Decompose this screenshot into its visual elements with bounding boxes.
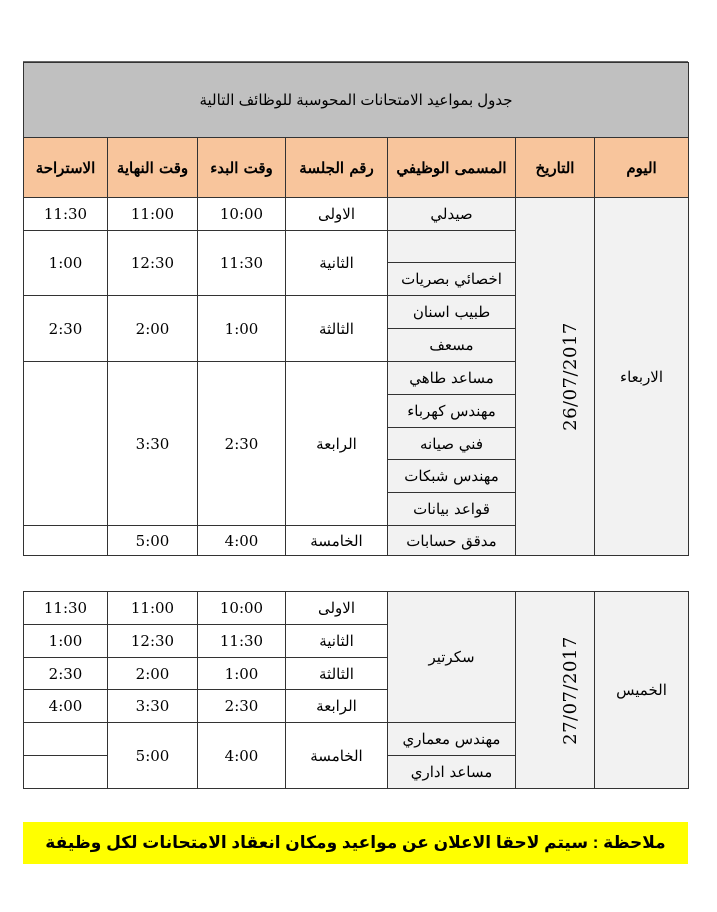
- day-cell: الاربعاء: [595, 198, 689, 556]
- thursday-schedule-table: [23, 591, 689, 789]
- break-cell: 2:30: [24, 658, 108, 690]
- end-time-cell: 5:00: [108, 723, 198, 789]
- header-session: رقم الجلسة: [286, 138, 388, 198]
- break-cell: [24, 723, 108, 756]
- end-time-cell: 12:30: [108, 231, 198, 296]
- date-text: 27/07/2017: [559, 635, 581, 745]
- session-cell: الرابعة: [286, 362, 388, 526]
- end-time-cell: 11:00: [108, 592, 198, 625]
- job-cell: صيدلي: [388, 198, 516, 231]
- session-cell: الاولى: [286, 198, 388, 231]
- job-cell: مهندس معماري: [388, 723, 516, 756]
- job-cell: فني صيانه: [388, 428, 516, 460]
- job-cell: سكرتير: [388, 592, 516, 723]
- end-time-cell: 2:00: [108, 296, 198, 362]
- start-time-cell: 4:00: [198, 723, 286, 789]
- start-time-cell: 11:30: [198, 231, 286, 296]
- day-cell: الخميس: [595, 592, 689, 789]
- end-time-cell: 3:30: [108, 690, 198, 723]
- session-cell: الثالثة: [286, 658, 388, 690]
- header-day: اليوم: [595, 138, 689, 198]
- job-cell: مهندس كهرباء: [388, 395, 516, 428]
- end-time-cell: 2:00: [108, 658, 198, 690]
- job-cell: مساعد اداري: [388, 756, 516, 789]
- job-cell: مساعد طاهي: [388, 362, 516, 395]
- session-cell: الخامسة: [286, 723, 388, 789]
- start-time-cell: 10:00: [198, 198, 286, 231]
- start-time-cell: 1:00: [198, 658, 286, 690]
- session-cell: الثانية: [286, 625, 388, 658]
- session-cell: الاولى: [286, 592, 388, 625]
- start-time-cell: 2:30: [198, 362, 286, 526]
- wednesday-schedule-table: [23, 62, 689, 556]
- job-cell: مسعف: [388, 329, 516, 362]
- header-job-title: المسمى الوظيفي: [388, 138, 516, 198]
- job-cell: مهندس شبكات: [388, 460, 516, 493]
- header-end-time: وقت النهاية: [108, 138, 198, 198]
- break-cell: 1:00: [24, 231, 108, 296]
- start-time-cell: 11:30: [198, 625, 286, 658]
- header-break: الاستراحة: [24, 138, 108, 198]
- date-text: 26/07/2017: [559, 322, 581, 431]
- start-time-cell: 10:00: [198, 592, 286, 625]
- job-cell: اخصائي بصريات: [388, 263, 516, 296]
- job-cell: طبيب اسنان: [388, 296, 516, 329]
- page-title: جدول بمواعيد الامتحانات المحوسبة للوظائف التالية: [24, 63, 689, 138]
- start-time-cell: 4:00: [198, 526, 286, 556]
- session-cell: الخامسة: [286, 526, 388, 556]
- date-cell: [516, 198, 595, 556]
- break-cell: [24, 362, 108, 526]
- note-banner: [23, 822, 688, 864]
- start-time-cell: 2:30: [198, 690, 286, 723]
- header-date: التاريخ: [516, 138, 595, 198]
- job-cell: قواعد بيانات: [388, 493, 516, 526]
- note-text: ملاحظة : سيتم لاحقا الاعلان عن مواعيد ومكان انعقاد الامتحانات لكل وظيفة: [45, 833, 666, 852]
- date-cell: [516, 592, 595, 789]
- start-time-cell: 1:00: [198, 296, 286, 362]
- header-start-time: وقت البدء: [198, 138, 286, 198]
- session-cell: الثالثة: [286, 296, 388, 362]
- job-cell: [388, 231, 516, 263]
- break-cell: 4:00: [24, 690, 108, 723]
- session-cell: الرابعة: [286, 690, 388, 723]
- end-time-cell: 5:00: [108, 526, 198, 556]
- break-cell: 11:30: [24, 592, 108, 625]
- end-time-cell: 11:00: [108, 198, 198, 231]
- break-cell: 1:00: [24, 625, 108, 658]
- break-cell: 11:30: [24, 198, 108, 231]
- break-cell: [24, 526, 108, 556]
- job-cell: مدقق حسابات: [388, 526, 516, 556]
- break-cell: [24, 756, 108, 789]
- break-cell: 2:30: [24, 296, 108, 362]
- end-time-cell: 12:30: [108, 625, 198, 658]
- session-cell: الثانية: [286, 231, 388, 296]
- end-time-cell: 3:30: [108, 362, 198, 526]
